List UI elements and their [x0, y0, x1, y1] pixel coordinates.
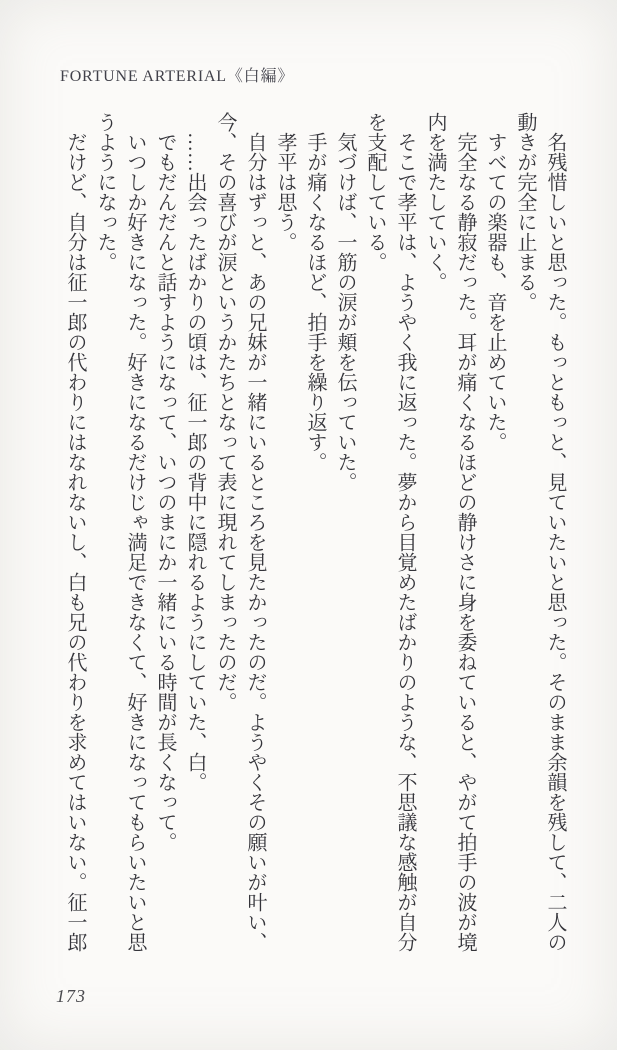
paragraph: だけど、自分は征一郎の代わりにはなれないし、白も兄の代わりを求めてはいない。征一郎: [64, 132, 86, 952]
paragraph: でもだんだんと話すようになって、いつのまにか一緒にいる時間が長くなって。: [154, 132, 176, 852]
paragraph: 気づけば、一筋の涙が頬を伝っていた。: [334, 132, 356, 492]
paragraph: ……出会ったばかりの頃は、征一郎の背中に隠れるようにしていた、白。: [184, 132, 206, 792]
page-number: 173: [56, 986, 86, 1006]
paragraph: すべての楽器も、音を止めていた。: [484, 132, 506, 452]
paragraph: いつしか好きになった。好きになるだけじゃ満足できなくて、好きになってもらいたいと思うようになった。: [94, 112, 146, 952]
paragraph: 孝平は思う。: [274, 132, 296, 252]
running-head-title: FORTUNE ARTERIAL《白編》: [60, 68, 295, 85]
paragraph: 手が痛くなるほど、拍手を繰り返す。: [304, 132, 326, 472]
body-text: [55, 112, 570, 958]
paragraph: そこで孝平は、ようやく我に返った。夢から目覚めたばかりのような、不思議な感触が自分を支配している。: [364, 112, 416, 952]
paragraph: 完全なる静寂だった。耳が痛くなるほどの静けさに身を委ねていると、やがて拍手の波が境内を満たしていく。: [424, 112, 476, 952]
paragraph: 自分はずっと、あの兄妹が一緒にいるところを見たかったのだ。ようやくその願いが叶い、今、その喜びが涙というかたちとなって表に現れてしまったのだ。: [214, 112, 266, 952]
paragraph: 名残惜しいと思った。もっともっと、見ていたいと思った。そのまま余韻を残して、二人の動きが完全に止まる。: [514, 112, 566, 952]
